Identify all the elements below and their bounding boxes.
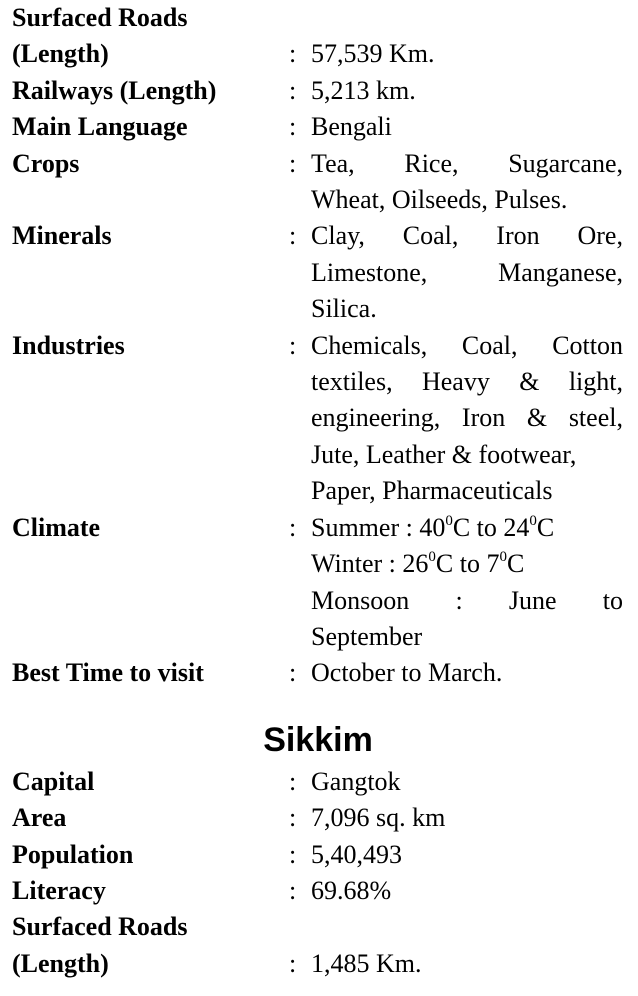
sikkim-surfaced-roads-row	[12, 946, 624, 982]
industries-word: &	[519, 367, 540, 397]
section-title-sikkim: Sikkim	[263, 720, 373, 759]
crops-word: Tea,	[311, 148, 355, 178]
best-time-row	[12, 655, 624, 691]
minerals-label: Minerals	[12, 221, 112, 251]
monsoon-word: June	[508, 585, 557, 615]
sikkim-surfaced-roads-value: 1,485 Km.	[311, 948, 422, 978]
area-label: Area	[12, 803, 67, 833]
population-value: 5,40,493	[311, 839, 402, 869]
industries-value	[311, 328, 623, 510]
industries-line-4: Jute, Leather & footwear,	[311, 439, 577, 469]
crops-label: Crops	[12, 148, 80, 178]
minerals-word: Ore,	[577, 221, 623, 251]
main-language-label: Main Language	[12, 112, 188, 142]
colon: :	[289, 875, 297, 905]
surfaced-roads-heading-row	[12, 0, 624, 36]
crops-line-2: Wheat, Oilseeds, Pulses.	[311, 185, 568, 215]
industries-word: Coal,	[461, 330, 518, 360]
surfaced-roads-value: 57,539 Km.	[311, 39, 435, 69]
industries-word: steel,	[568, 403, 623, 433]
industries-word: engineering,	[311, 403, 441, 433]
monsoon-word: :	[455, 585, 463, 615]
monsoon-word: Monsoon	[311, 585, 410, 615]
colon: :	[289, 839, 297, 869]
winter-mid: C to 7	[435, 549, 500, 579]
literacy-value: 69.68%	[311, 875, 392, 905]
minerals-word: Coal,	[402, 221, 459, 251]
summer-end: C	[536, 512, 555, 542]
colon: :	[289, 330, 297, 360]
main-language-value: Bengali	[311, 112, 392, 142]
railways-label: Railways (Length)	[12, 75, 217, 105]
minerals-line-2	[311, 255, 623, 291]
degree-mark: 0	[529, 512, 537, 529]
crops-word: Sugarcane,	[508, 148, 623, 178]
capital-value: Gangtok	[311, 766, 401, 796]
minerals-line-3: Silica.	[311, 294, 377, 324]
climate-label: Climate	[12, 512, 101, 542]
industries-word: light,	[568, 367, 623, 397]
colon: :	[289, 512, 297, 542]
minerals-word: Clay,	[311, 221, 365, 251]
colon: :	[289, 948, 297, 978]
sikkim-surfaced-roads-label: Surfaced Roads	[12, 912, 188, 942]
minerals-value	[311, 218, 623, 327]
industries-line-3	[311, 400, 623, 436]
climate-monsoon-line-2: September	[311, 621, 423, 651]
document-page	[12, 0, 624, 982]
colon: :	[289, 39, 297, 69]
population-label: Population	[12, 839, 134, 869]
sikkim-surfaced-roads-length-label: (Length)	[12, 948, 109, 978]
crops-line-1	[311, 146, 623, 182]
winter-end: C	[506, 549, 525, 579]
industries-row	[12, 328, 624, 510]
colon: :	[289, 658, 297, 688]
colon: :	[289, 803, 297, 833]
industries-word: Heavy	[421, 367, 490, 397]
winter-prefix: Winter : 26	[311, 549, 429, 579]
monsoon-word: to	[602, 585, 623, 615]
capital-label: Capital	[12, 766, 95, 796]
colon: :	[289, 766, 297, 796]
industries-word: Iron	[461, 403, 506, 433]
climate-winter-line	[311, 546, 623, 582]
crops-row	[12, 146, 624, 219]
minerals-line-1	[311, 218, 623, 254]
climate-row	[12, 510, 624, 656]
minerals-word: Manganese,	[498, 257, 623, 287]
colon: :	[289, 112, 297, 142]
sikkim-surfaced-roads-heading-row	[12, 909, 624, 945]
surfaced-roads-label: Surfaced Roads	[12, 3, 188, 32]
industries-word: Chemicals,	[311, 330, 428, 360]
area-value: 7,096 sq. km	[311, 803, 446, 833]
railways-row	[12, 73, 624, 109]
industries-word: Cotton	[552, 330, 623, 360]
crops-word: Rice,	[404, 148, 459, 178]
industries-line-2	[311, 364, 623, 400]
colon: :	[289, 148, 297, 178]
degree-mark: 0	[428, 549, 436, 566]
area-row	[12, 800, 624, 836]
minerals-row	[12, 218, 624, 327]
literacy-row	[12, 873, 624, 909]
minerals-word: Iron	[496, 221, 540, 251]
industries-word: textiles,	[311, 367, 393, 397]
colon: :	[289, 221, 297, 251]
climate-value	[311, 510, 623, 656]
industries-word: &	[526, 403, 548, 433]
surfaced-roads-length-label: (Length)	[12, 39, 109, 69]
industries-line-1	[311, 328, 623, 364]
crops-value	[311, 146, 623, 219]
railways-value: 5,213 km.	[311, 75, 416, 105]
summer-mid: C to 24	[452, 512, 530, 542]
industries-line-5: Paper, Pharmaceuticals	[311, 476, 553, 506]
climate-summer-line	[311, 510, 623, 546]
minerals-word: Limestone,	[311, 257, 428, 287]
degree-mark: 0	[445, 512, 453, 529]
literacy-label: Literacy	[12, 875, 106, 905]
best-time-label: Best Time to visit	[12, 658, 204, 688]
climate-monsoon-line	[311, 583, 623, 619]
capital-row	[12, 764, 624, 800]
best-time-value: October to March.	[311, 658, 503, 688]
industries-label: Industries	[12, 330, 125, 360]
population-row	[12, 837, 624, 873]
degree-mark: 0	[499, 549, 507, 566]
surfaced-roads-row	[12, 36, 624, 72]
colon: :	[289, 75, 297, 105]
main-language-row	[12, 109, 624, 145]
summer-prefix: Summer : 40	[311, 512, 446, 542]
